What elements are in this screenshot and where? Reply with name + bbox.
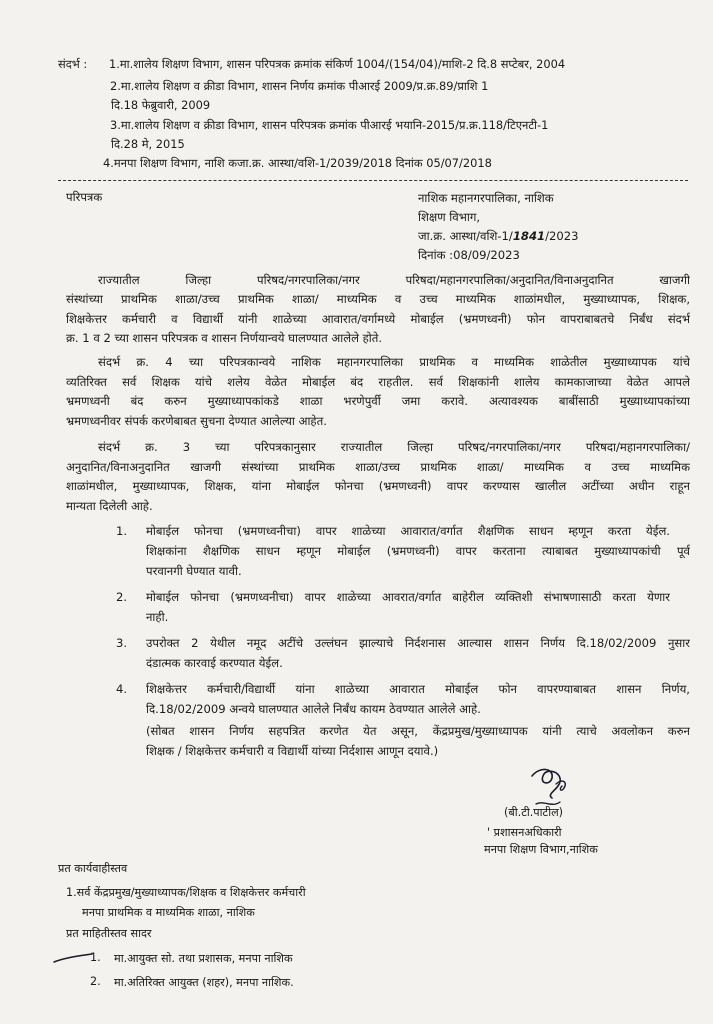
note-line-2: शिक्षक / शिक्षकेत्तर कर्मचारी व विद्यार्थी यांच्या निर्दशास आणून दयावे.) [146,744,439,758]
reference-3: 3.मा.शालेय शिक्षण व क्रीडा विभाग, शासन परिपत्रक क्रमांक पीआरई भयानि-2015/प्र.क्र.118/टिएनटी-1 [110,118,549,132]
signatory-designation [487,825,562,840]
condition-1-number: 1. [116,524,128,538]
outward-handwritten-number: 1841 [512,229,546,243]
condition-4-line-2: दि.18/02/2009 अन्वये घालण्यात आलेले निर्बंध कायम ठेवण्यात आलेले आहे. [146,702,481,716]
reference-2-date: दि.18 फेब्रुवारी, 2009 [111,98,211,112]
condition-4-number: 4. [116,682,128,696]
para3-line-3: शाळांमधील, मुख्याध्यापक, शिक्षक, यांना मोबाईल फोनचा (भ्रमणध्वनी) वापर करण्यास खालील अटींच्या अधीन राहून [66,479,690,493]
para3-line-1: संदर्भ क्र. 3 च्या परिपत्रकानुसार राज्यातील जिल्हा परिषद/नगरपालिका/नगर परिषदा/महानगरपालिका/ [98,440,690,454]
condition-3-line-2: दंडात्मक कारवाई करण्यात येईल. [146,656,283,670]
circular-date: दिनांक :08/09/2023 [418,248,520,262]
copy-action-line-2: मनपा प्राथमिक व माध्यमिक शाळा, नाशिक [82,906,255,919]
para3-line-2: अनुदानित/विनाअनुदानित खाजगी संस्थांच्या प्राथमिक शाळा/उच्च प्राथमिक शाळा/ माध्यमिक व उच्च माध्यमिक [66,460,690,474]
department-name: शिक्षण विभाग, [418,210,481,224]
copy-info-1-text: मा.आयुक्त सो. तथा प्रशासक, मनपा नाशिक [114,952,293,965]
para2-line-2: व्यतिरिक्त सर्व शिक्षक यांचे शलेय वेळेत मोबाईल बंद राहतील. सर्व शिक्षकांनी शालेय कामकाजाच्या वेळेत आपले [66,375,690,389]
copy-info-heading: प्रत माहितीस्तव सादर [66,927,152,940]
reference-4: 4.मनपा शिक्षण विभाग, नाशि कजा.क्र. आस्था/वशि-1/2039/2018 दिनांक 05/07/2018 [103,156,492,170]
condition-1-line-1: मोबाईल फोनचा (भ्रमणध्वनीचा) वापर शाळेच्या आवारात/वर्गात शैक्षणिक साधन म्हणून करता येईल. [146,524,670,538]
outward-number [418,229,579,244]
para3-line-4: मान्यता दिलेली आहे. [66,499,153,513]
signatory-name: (बी.टी.पाटील) [504,806,564,819]
para1-line-3: शिक्षकेत्तर कर्मचारी व विद्यार्थी यांनी शाळेच्या आवारात/वर्गामध्ये मोबाईल (भ्रमणध्वनी) फोन वापराबाबतचे निर्बंध संदर्भ [66,312,690,326]
signatory-office: मनपा शिक्षण विभाग,नाशिक [484,843,598,856]
reference-2: 2.मा.शालेय शिक्षण व क्रीडा विभाग, शासन निर्णय क्रमांक पीआरई 2009/प्र.क्र.89/प्राशि 1 [110,79,489,93]
condition-2-line-1: मोबाईल फोनचा (भ्रमणध्वनीचा) वापर शाळेच्या आवरात/वर्गात बाहेरील व्यक्तिशी संभाषणासाठी करता येणार [146,590,670,604]
condition-4-line-1: शिक्षकेत्तर कर्मचारी/विद्यार्थी यांना शाळेच्या आवारात मोबाईल फोन वापरण्याबाबत शासन निर्णय, [146,682,690,696]
note-line-1: (सोबत शासन निर्णय सहपत्रित करणेत येत असून, केंद्रप्रमुख/मुख्याध्यापक यांनी त्याचे अवलोकन करुन [146,724,690,738]
para1-line-4: क्र. 1 व 2 च्या शासन परिपत्रक व शासन निर्णयान्वये घालण्यात आलेले होते. [66,331,383,345]
copy-info-2-number: 2. [90,975,101,988]
para1-line-2: संस्थांच्या प्राथमिक शाळा/उच्च प्राथमिक शाळा/ माध्यमिक व उच्च माध्यमिक शाळांमधील, मुख्याध्यापक, शिक्षक, [66,292,690,306]
condition-3-line-1: उपरोक्त 2 येथील नमूद अटींचे उल्लंघन झाल्याचे निर्दशनास आल्यास शासन निर्णय दि.18/02/2009 नुसार [146,636,690,650]
para2-line-1: संदर्भ क्र. 4 च्या परिपत्रकान्वये नाशिक महानगरपालिका प्राथमिक व माध्यमिक शाळेतील मुख्याध्यापक यांचे [98,355,690,369]
para2-line-4: भ्रमणध्वनीवर संपर्क करणेबाबत सुचना देण्यात आलेल्या आहेत. [66,414,327,428]
condition-1-line-2: शिक्षकांना शैक्षणिक साधन म्हणून मोबाईल (भ्रमणध्वनी) वापर करताना त्याबाबत मुख्याध्यापकांची पूर्व [146,544,690,558]
paripatrak-heading: परिपत्रक [66,190,103,204]
para2-line-3: भ्रमणध्वनी बंद करुन मुख्याध्यापकांकडे शाळा भरणेपुर्वी जमा करावे. अत्यावश्यक बाबींसाठी मुख्याध्यापकांच्या [66,394,690,408]
signatory-designation-text: प्रशासनअधिकारी [493,826,562,839]
reference-1: 1.मा.शालेय शिक्षण विभाग, शासन परिपत्रक क्रमांक संकिर्ण 1004/(154/04)/माशि-2 दि.8 सप्टेबर, 2004 [109,57,566,71]
condition-3-number: 3. [116,636,128,650]
outward-prefix: जा.क्र. आस्था/वशि-1/ [418,229,513,243]
condition-2-line-2: नाही. [146,610,169,624]
dashed-divider [58,180,688,181]
condition-1-line-3: परवानगी घेण्यात यावी. [146,564,242,578]
outward-suffix: /2023 [545,229,579,243]
reference-3-date: दि.28 मे, 2015 [111,137,185,151]
references-label: संदर्भ : [58,57,88,71]
copy-action-heading: प्रत कार्यवाहीस्तव [58,862,128,875]
copy-action-line-1: 1.सर्व केंद्रप्रमुख/मुख्याध्यापक/शिक्षक व शिक्षकेत्तर कर्मचारी [66,886,306,899]
copy-info-1-number: 1. [90,951,101,964]
condition-2-number: 2. [116,590,128,604]
office-name: नाशिक महानगरपालिका, नाशिक [418,191,554,205]
designation-bullet-icon: ' [487,826,494,839]
para1-line-1: राज्यातील जिल्हा परिषद/नगरपालिका/नगर परिषदा/महानगरपालिका/अनुदानित/विनाअनुदानित खाजगी [98,273,690,287]
copy-info-2-text: मा.अतिरिक्त आयुक्त (शहर), मनपा नाशिक. [114,976,294,989]
